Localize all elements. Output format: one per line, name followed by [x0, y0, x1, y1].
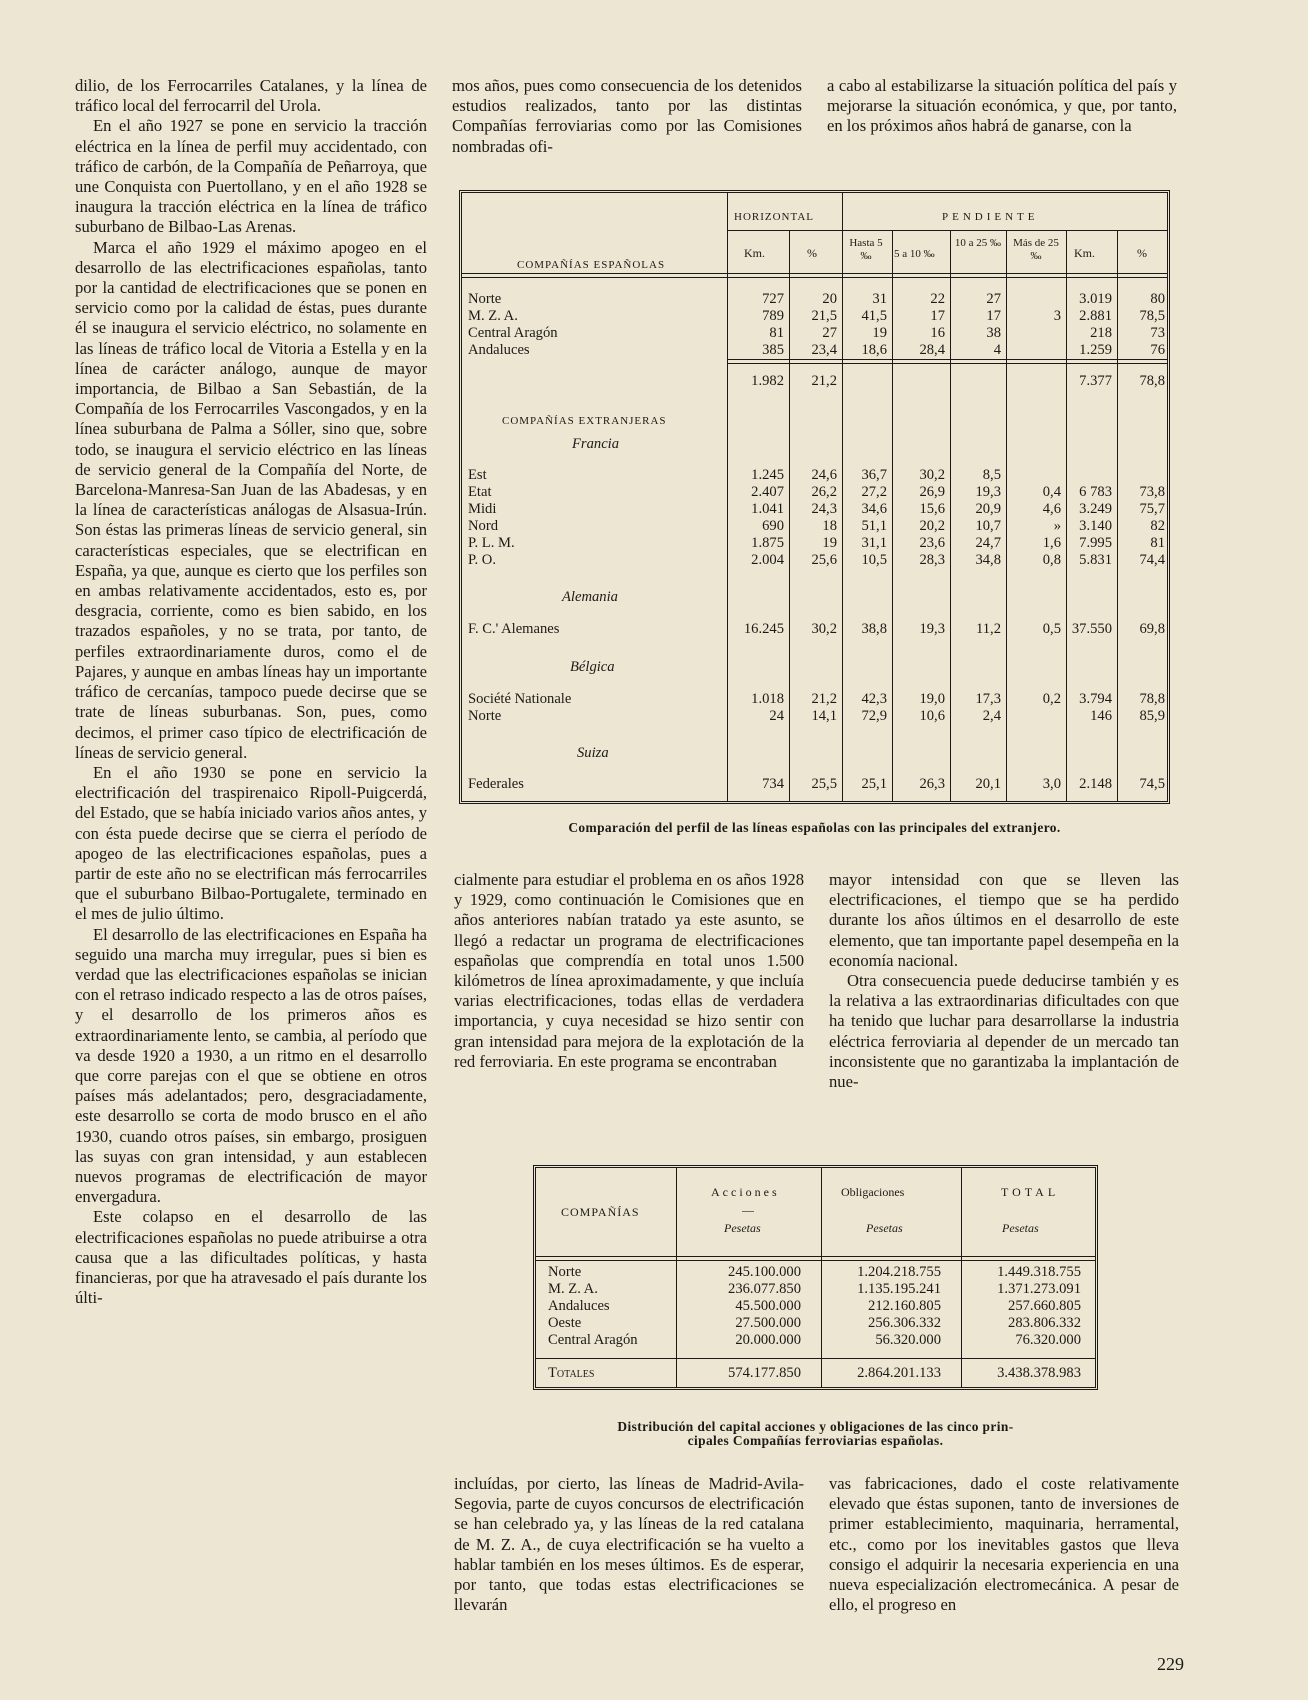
cell-a10: 19,0: [919, 691, 945, 707]
paragraph: a cabo al estabilizarse la situación política del país y mejorarse la situación económica, y que, por tanto, en los próximos años habrá de ganarse, con la: [827, 76, 1177, 136]
cell-a10: 16: [930, 324, 945, 341]
cell-tot: 1.371.273.091: [997, 1280, 1081, 1297]
row-company-name: Andaluces: [468, 341, 530, 358]
cell-obl: 2.864.201.133: [857, 1365, 941, 1381]
cell-a10: 26,3: [919, 776, 945, 792]
cell-a25: 38: [986, 324, 1001, 341]
cell-a25: 8,5: [982, 467, 1001, 483]
cell-a10: 10,6: [919, 707, 945, 724]
header-companias-extranjeras: COMPAÑÍAS EXTRANJERAS: [502, 415, 667, 427]
row-company-name: P. O.: [468, 551, 496, 568]
cell-km: 734: [762, 776, 784, 792]
cell-acc: 574.177.850: [728, 1365, 801, 1381]
cell-km2: 6 783: [1079, 483, 1112, 500]
cell-km: 1.245: [751, 467, 784, 483]
column-left: [75, 76, 427, 1308]
header-pendiente: PENDIENTE: [942, 211, 1039, 223]
header-horizontal: HORIZONTAL: [734, 211, 814, 223]
cell-km2: 218: [1090, 324, 1112, 341]
paragraph: mayor intensidad con que se lleven las electrificaciones, el tiempo que se ha perdido durante los años últimos en el desarrollo de este elemento, que tan importante papel desempeña en la economía nacional.: [829, 870, 1179, 970]
cell-a10: 19,3: [919, 621, 945, 637]
cell-h5: 25,1: [861, 776, 887, 792]
column-middle-bottom: [454, 1474, 804, 1615]
cell-km: 81: [769, 324, 784, 341]
header-5a10: 5 a 10 ‰: [894, 248, 935, 260]
header-pesetas: Pesetas: [866, 1221, 903, 1235]
cell-pct: 27: [822, 324, 837, 341]
paragraph: mos años, pues como consecuencia de los detenidos estudios realizados, tanto por las distintas Compañías ferroviarias como por las Comisiones nombradas ofi-: [452, 76, 802, 156]
header-acciones: Acciones: [711, 1185, 780, 1199]
cell-km: 1.018: [751, 691, 784, 707]
row-company-name: F. C.' Alemanes: [468, 621, 560, 637]
cell-h5: 36,7: [861, 467, 887, 483]
cell-h5: 18,6: [861, 341, 887, 358]
column-right-top: [827, 76, 1177, 137]
cell-a25: 27: [986, 291, 1001, 307]
row-company-name: Norte: [468, 291, 502, 307]
cell-pct: 14,1: [811, 707, 837, 724]
cell-a25: 24,7: [975, 534, 1001, 551]
country-suiza: Suiza: [577, 745, 609, 761]
cell-a10: 26,9: [919, 483, 945, 500]
header-companias: COMPAÑÍAS: [561, 1205, 640, 1219]
cell-m25: 4,6: [1042, 500, 1061, 517]
row-company-name: M. Z. A.: [468, 307, 518, 324]
cell-pct: 21,5: [811, 307, 837, 324]
cell-a25: 10,7: [975, 517, 1001, 534]
header-obligaciones: Obligaciones: [841, 1185, 905, 1199]
header-pesetas: Pesetas: [724, 1221, 761, 1235]
column-right-bottom: [829, 1474, 1179, 1615]
paragraph: cialmente para estudiar el problema en os años 1928 y 1929, como continuación le Comisiones que en años anteriores nabían tratado ya este asunto, se llegó a redactar un programa de electrificaciones españolas que comprendía en total unos 1.500 kilómetros de línea aproximadamente, y que incluía varias electrificaciones, todas ellas de verdadera importancia, y cuya necesidad se hizo sentir con gran intensidad para mejora de la explotación de la red ferroviaria. En este programa se encontraban: [454, 870, 804, 1071]
cell-h5: 34,6: [861, 500, 887, 517]
header-mas25: Más de 25 ‰: [1013, 237, 1059, 262]
column-middle-mid: [454, 870, 804, 1072]
paragraph: Marca el año 1929 el máximo apogeo en el desarrollo de las electrificaciones españolas, tanto por la cantidad de electrificaciones que se ponen en servicio como por la calidad de éstas, pues durante él se inaugura el servicio eléctrico, no solamente en las líneas de tráfico local de Vitoria a Estella y en la línea de carácter análogo, aunque de mayor importancia, de Bilbao a San Sebastián, de la Compañía de los Ferrocarriles Vascongados, y en la línea suburbana de Palma a Sóller, sino que, sobre todo, se inaugura el servicio eléctrico en las líneas de servicio general de la Compañía del Norte, de Barcelona-Manresa-San Juan de las Abadesas, y en la línea de características análogas de Alsasua-Irún. Son éstas las primeras líneas de servicio general, sin características especiales, que se electrifican en España, ya que, aunque es cierto que los perfiles son en ambas relativamente accidentados, esto es, por desgracia, corriente, como es bien sabido, en los trazados españoles, y no se trata, por tanto, de perfiles extraordinariamente duros, como el de Pajares, y aunque en ambas líneas hay un importante tráfico de cercanías, tampoco puede decirse que se trate de líneas suburbanas. Son, pues, como decimos, el primer caso típico de electrificación de líneas de servicio general.: [75, 237, 427, 762]
cell-a25: 20,1: [975, 776, 1001, 792]
capital-distribution-table: [533, 1165, 1098, 1390]
cell-h5: 38,8: [861, 621, 887, 637]
cell-a10: 22: [930, 291, 945, 307]
cell-pct2: 78,8: [1139, 373, 1165, 389]
cell-m25: 1,6: [1042, 534, 1061, 551]
cell-pct2: 81: [1150, 534, 1165, 551]
row-company-name: Central Aragón: [468, 324, 558, 341]
row-company-name: Société Nationale: [468, 691, 572, 707]
cell-km2: 2.148: [1079, 776, 1112, 792]
cell-acc: 245.100.000: [728, 1264, 801, 1280]
cell-h5: 31: [872, 291, 887, 307]
cell-m25: 3,0: [1042, 776, 1061, 792]
cell-pct: 25,6: [811, 551, 837, 568]
cell-obl: 1.204.218.755: [857, 1264, 941, 1280]
cell-km2: 7.995: [1079, 534, 1112, 551]
cell-km2: 146: [1090, 707, 1112, 724]
cell-pct2: 80: [1150, 291, 1165, 307]
cell-pct2: 78,5: [1139, 307, 1165, 324]
cell-pct: 26,2: [811, 483, 837, 500]
row-company-name: Midi: [468, 500, 497, 517]
cell-pct: 21,2: [811, 373, 837, 389]
cell-m25: 3: [1053, 307, 1061, 324]
cell-km: 1.982: [751, 373, 784, 389]
cell-pct: 24,3: [811, 500, 837, 517]
cell-km2: 3.019: [1079, 291, 1112, 307]
table2-caption: [533, 1420, 1098, 1448]
cell-km: 690: [762, 517, 784, 534]
cell-h5: 42,3: [861, 691, 887, 707]
cell-pct: 20: [822, 291, 837, 307]
header-dash: —: [742, 1203, 754, 1217]
cell-m25: 0,4: [1042, 483, 1061, 500]
cell-m25: »: [1053, 517, 1061, 534]
cell-km: 789: [762, 307, 784, 324]
row-company-name: Totales: [548, 1365, 595, 1381]
cell-m25: 0,5: [1042, 621, 1061, 637]
header-pesetas: Pesetas: [1002, 1221, 1039, 1235]
row-company-name: Norte: [468, 707, 502, 724]
cell-obl: 1.135.195.241: [857, 1280, 941, 1297]
cell-a25: 17,3: [975, 691, 1001, 707]
cell-h5: 72,9: [861, 707, 887, 724]
paragraph: El desarrollo de las electrificaciones en España ha seguido una marcha muy irregular, pues si bien es verdad que las electrificaciones españolas se inician con el retraso indicado respecto a las de otros países, y el desarrollo de los primeros años es extraordinariamente lento, se cambia, al período que va desde 1920 a 1930, a un ritmo en el desarrollo que corre parejas con el que se obtiene en otros países más adelantados; pero, desgraciadamente, este desarrollo se corta de modo brusco en el año 1930, cuando otros países, sin embargo, prosiguen las suyas con gran intensidad, y aun establecen nuevos programas de electrificación de mayor envergadura.: [75, 924, 427, 1207]
cell-km2: 5.831: [1079, 551, 1112, 568]
cell-tot: 76.320.000: [1015, 1331, 1081, 1348]
header-hasta5: Hasta 5 ‰: [849, 237, 883, 262]
cell-a25: 20,9: [975, 500, 1001, 517]
paragraph: Este colapso en el desarrollo de las electrificaciones españolas no puede atribuirse a otra causa que a las dificultades políticas, y hasta financieras, por que ha atravesado el país durante los últi-: [75, 1207, 427, 1308]
header-km2: Km.: [1074, 246, 1095, 260]
row-company-name: Nord: [468, 517, 498, 534]
cell-km2: 7.377: [1079, 373, 1112, 389]
cell-km2: 2.881: [1079, 307, 1112, 324]
cell-m25: 0,8: [1042, 551, 1061, 568]
cell-m25: 0,2: [1042, 691, 1061, 707]
row-company-name: Est: [468, 467, 487, 483]
cell-a25: 17: [986, 307, 1001, 324]
cell-a10: 28,4: [919, 341, 945, 358]
header-10a25: 10 a 25 ‰: [954, 237, 1002, 249]
cell-km: 16.245: [743, 621, 784, 637]
cell-a25: 34,8: [975, 551, 1001, 568]
cell-tot: 257.660.805: [1008, 1297, 1081, 1314]
cell-km2: 3.249: [1079, 500, 1112, 517]
header-km: Km.: [744, 246, 765, 260]
cell-h5: 31,1: [861, 534, 887, 551]
cell-km: 385: [762, 341, 784, 358]
page-number: 229: [1157, 1654, 1184, 1674]
cell-a10: 20,2: [919, 517, 945, 534]
cell-km: 1.875: [751, 534, 784, 551]
cell-km: 727: [762, 291, 784, 307]
cell-obl: 56.320.000: [875, 1331, 941, 1348]
cell-h5: 51,1: [861, 517, 887, 534]
paragraph: incluídas, por cierto, las líneas de Madrid-Avila-Segovia, parte de cuyos concursos de electrificación se han celebrado ya, y las líneas de la red catalana de M. Z. A., de cuya electrificación se ha vuelto a hablar también en los meses últimos. Es de esperar, por tanto, que todas estas electrificaciones se llevarán: [454, 1474, 804, 1615]
cell-tot: 283.806.332: [1008, 1314, 1081, 1331]
cell-a25: 4: [993, 341, 1001, 358]
header-companias-espanolas: COMPAÑÍAS ESPAÑOLAS: [517, 259, 666, 271]
cell-pct2: 82: [1150, 517, 1165, 534]
cell-km: 2.004: [751, 551, 784, 568]
row-company-name: P. L. M.: [468, 534, 515, 551]
cell-a10: 30,2: [919, 467, 945, 483]
column-middle-top: [452, 76, 802, 157]
cell-km: 1.041: [751, 500, 784, 517]
paragraph: En el año 1930 se pone en servicio la electrificación del traspirenaico Ripoll-Puigcerdá, del Estado, que se había iniciado varios años antes, y con ésta puede decirse que se cierra el período de apogeo de las electrificaciones españolas, pues a partir de este año no se electrifican más ferrocarriles que el suburbano Bilbao-Portugalete, terminado en el mes de julio último.: [75, 762, 427, 924]
cell-km2: 1.259: [1079, 341, 1112, 358]
cell-km2: 3.794: [1079, 691, 1112, 707]
header-pct2: %: [1137, 246, 1147, 260]
cell-pct2: 73,8: [1139, 483, 1165, 500]
cell-a10: 28,3: [919, 551, 945, 568]
cell-a10: 15,6: [919, 500, 945, 517]
cell-h5: 27,2: [861, 483, 887, 500]
cell-pct: 24,6: [811, 467, 837, 483]
cell-a25: 2,4: [982, 707, 1001, 724]
row-company-name: Andaluces: [548, 1297, 610, 1314]
cell-h5: 10,5: [861, 551, 887, 568]
cell-a10: 23,6: [919, 534, 945, 551]
cell-acc: 20.000.000: [735, 1331, 801, 1348]
caption-line: Distribución del capital acciones y obligaciones de las cinco prin-: [617, 1419, 1014, 1434]
cell-pct: 23,4: [811, 341, 837, 358]
cell-pct2: 73: [1150, 324, 1165, 341]
cell-tot: 1.449.318.755: [997, 1264, 1081, 1280]
cell-pct: 19: [822, 534, 837, 551]
cell-a25: 11,2: [976, 621, 1001, 637]
row-company-name: Oeste: [548, 1314, 582, 1331]
cell-obl: 212.160.805: [868, 1297, 941, 1314]
paragraph: Otra consecuencia puede deducirse también y es la relativa a las extraordinarias dificultades con que ha tenido que luchar para desarrollarse la industria eléctrica ferroviaria al depender de un mercado tan inconsistente que no garantizaba la implantación de nue-: [829, 971, 1179, 1092]
cell-pct2: 76: [1150, 341, 1165, 358]
row-company-name: Etat: [468, 483, 492, 500]
country-belgica: Bélgica: [570, 659, 615, 675]
paragraph: En el año 1927 se pone en servicio la tracción eléctrica en la línea de perfil muy accidentado, con tráfico de carbón, de la Compañía de Peñarroya, que une Conquista con Puertollano, y en el año 1928 se inaugura la tracción eléctrica en la línea de tráfico suburbano de Bilbao-Las Arenas.: [75, 116, 427, 237]
cell-a25: 19,3: [975, 483, 1001, 500]
caption-line: cipales Compañías ferroviarias españolas.: [687, 1433, 944, 1448]
cell-pct2: 74,4: [1139, 551, 1165, 568]
cell-obl: 256.306.332: [868, 1314, 941, 1331]
cell-pct2: 85,9: [1139, 707, 1165, 724]
cell-h5: 41,5: [861, 307, 887, 324]
profile-comparison-table: [459, 190, 1170, 804]
row-company-name: Norte: [548, 1264, 582, 1280]
header-pct: %: [807, 246, 817, 260]
cell-km: 24: [769, 707, 784, 724]
row-company-name: M. Z. A.: [548, 1280, 598, 1297]
cell-tot: 3.438.378.983: [997, 1365, 1081, 1381]
row-company-name: Central Aragón: [548, 1331, 638, 1348]
cell-h5: 19: [872, 324, 887, 341]
paragraph: dilio, de los Ferrocarriles Catalanes, y la línea de tráfico local del ferrocarril del Urola.: [75, 76, 427, 116]
cell-km2: 37.550: [1071, 621, 1112, 637]
cell-pct: 30,2: [811, 621, 837, 637]
cell-pct: 21,2: [811, 691, 837, 707]
cell-km: 2.407: [751, 483, 784, 500]
cell-pct: 18: [822, 517, 837, 534]
cell-pct2: 75,7: [1139, 500, 1165, 517]
cell-km2: 3.140: [1079, 517, 1112, 534]
header-total: TOTAL: [1001, 1185, 1060, 1199]
country-alemania: Alemania: [562, 589, 618, 605]
cell-a10: 17: [930, 307, 945, 324]
country-francia: Francia: [572, 436, 620, 452]
paragraph: vas fabricaciones, dado el coste relativamente elevado que éstas suponen, tanto de inversiones de primer establecimiento, maquinaria, herramental, etc., como por los inevitables gastos que lleva consigo el adquirir la necesaria experiencia en una nueva especialización electromecánica. A pesar de ello, el progreso en: [829, 1474, 1179, 1615]
row-company-name: Federales: [468, 776, 524, 792]
cell-pct2: 74,5: [1139, 776, 1165, 792]
column-right-mid: [829, 870, 1179, 1092]
cell-acc: 27.500.000: [735, 1314, 801, 1331]
table1-caption: Comparación del perfil de las líneas españolas con las principales del extranjero.: [568, 820, 1061, 835]
cell-acc: 236.077.850: [728, 1280, 801, 1297]
cell-pct2: 69,8: [1139, 621, 1165, 637]
cell-pct: 25,5: [811, 776, 837, 792]
cell-pct2: 78,8: [1139, 691, 1165, 707]
cell-acc: 45.500.000: [735, 1297, 801, 1314]
